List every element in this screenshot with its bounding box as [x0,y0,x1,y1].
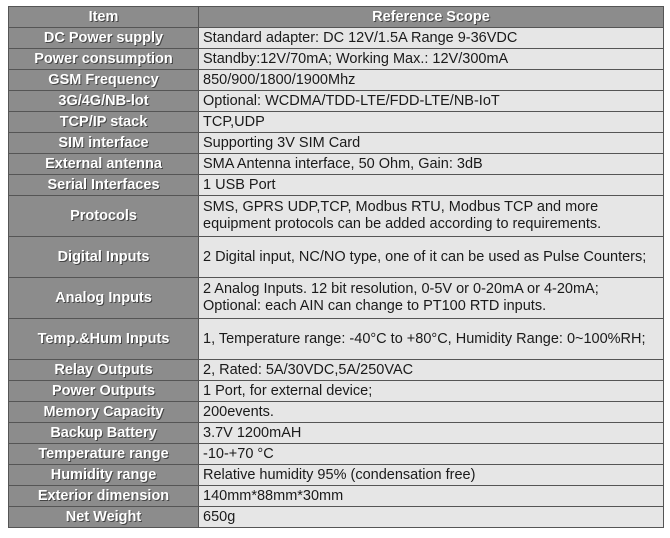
spec-item-label: Serial Interfaces [9,175,199,196]
spec-item-label: Analog Inputs [9,278,199,319]
spec-item-value: Standard adapter: DC 12V/1.5A Range 9-36VDC [199,28,664,49]
spec-item-value: -10-+70 °C [199,444,664,465]
spec-item-value: Optional: WCDMA/TDD-LTE/FDD-LTE/NB-IoT [199,91,664,112]
table-row [9,423,664,444]
spec-item-label: Temp.&Hum Inputs [9,319,199,360]
spec-item-value: Standby:12V/70mA; Working Max.: 12V/300mA [199,49,664,70]
spec-item-label: Power Outputs [9,381,199,402]
spec-item-label: Power consumption [9,49,199,70]
spec-item-label: DC Power supply [9,28,199,49]
spec-item-value: TCP,UDP [199,112,664,133]
spec-item-label: Exterior dimension [9,486,199,507]
column-header-scope: Reference Scope [199,7,664,28]
spec-item-label: External antenna [9,154,199,175]
table-row [9,133,664,154]
spec-item-label: Relay Outputs [9,360,199,381]
spec-item-value: 1 Port, for external device; [199,381,664,402]
table-row [9,28,664,49]
spec-item-value: 850/900/1800/1900Mhz [199,70,664,91]
table-row [9,278,664,319]
spec-item-value: 1 USB Port [199,175,664,196]
table-row [9,91,664,112]
spec-item-value: Relative humidity 95% (condensation free) [199,465,664,486]
table-row [9,196,664,237]
spec-item-value: 200events. [199,402,664,423]
table-row [9,360,664,381]
spec-item-label: TCP/IP stack [9,112,199,133]
spec-item-value: 650g [199,507,664,528]
table-row [9,507,664,528]
table-row [9,381,664,402]
spec-item-label: Humidity range [9,465,199,486]
table-row [9,175,664,196]
spec-item-label: Temperature range [9,444,199,465]
spec-item-label: 3G/4G/NB-lot [9,91,199,112]
spec-item-value: Supporting 3V SIM Card [199,133,664,154]
spec-item-value: 2 Digital input, NC/NO type, one of it can be used as Pulse Counters; [199,237,664,278]
table-row [9,70,664,91]
spec-item-value: 3.7V 1200mAH [199,423,664,444]
table-row [9,319,664,360]
table-row [9,444,664,465]
spec-item-label: Net Weight [9,507,199,528]
table-header-row [9,7,664,28]
spec-item-label: Memory Capacity [9,402,199,423]
table-row [9,465,664,486]
spec-item-value: 140mm*88mm*30mm [199,486,664,507]
table-row [9,49,664,70]
spec-table-body [9,28,664,528]
spec-item-label: Protocols [9,196,199,237]
column-header-item: Item [9,7,199,28]
table-row [9,402,664,423]
spec-item-value: SMS, GPRS UDP,TCP, Modbus RTU, Modbus TCP and more equipment protocols can be added according to requirements. [199,196,664,237]
table-row [9,486,664,507]
spec-item-value: 1, Temperature range: -40°C to +80°C, Humidity Range: 0~100%RH; [199,319,664,360]
spec-item-label: Digital Inputs [9,237,199,278]
spec-table [8,6,664,528]
spec-item-label: SIM interface [9,133,199,154]
spec-item-value: 2 Analog Inputs. 12 bit resolution, 0-5V or 0-20mA or 4-20mA; Optional: each AIN can change to PT100 RTD inputs. [199,278,664,319]
spec-item-label: Backup Battery [9,423,199,444]
table-row [9,154,664,175]
spec-item-label: GSM Frequency [9,70,199,91]
spec-item-value: SMA Antenna interface, 50 Ohm, Gain: 3dB [199,154,664,175]
spec-item-value: 2, Rated: 5A/30VDC,5A/250VAC [199,360,664,381]
table-row [9,112,664,133]
table-row [9,237,664,278]
